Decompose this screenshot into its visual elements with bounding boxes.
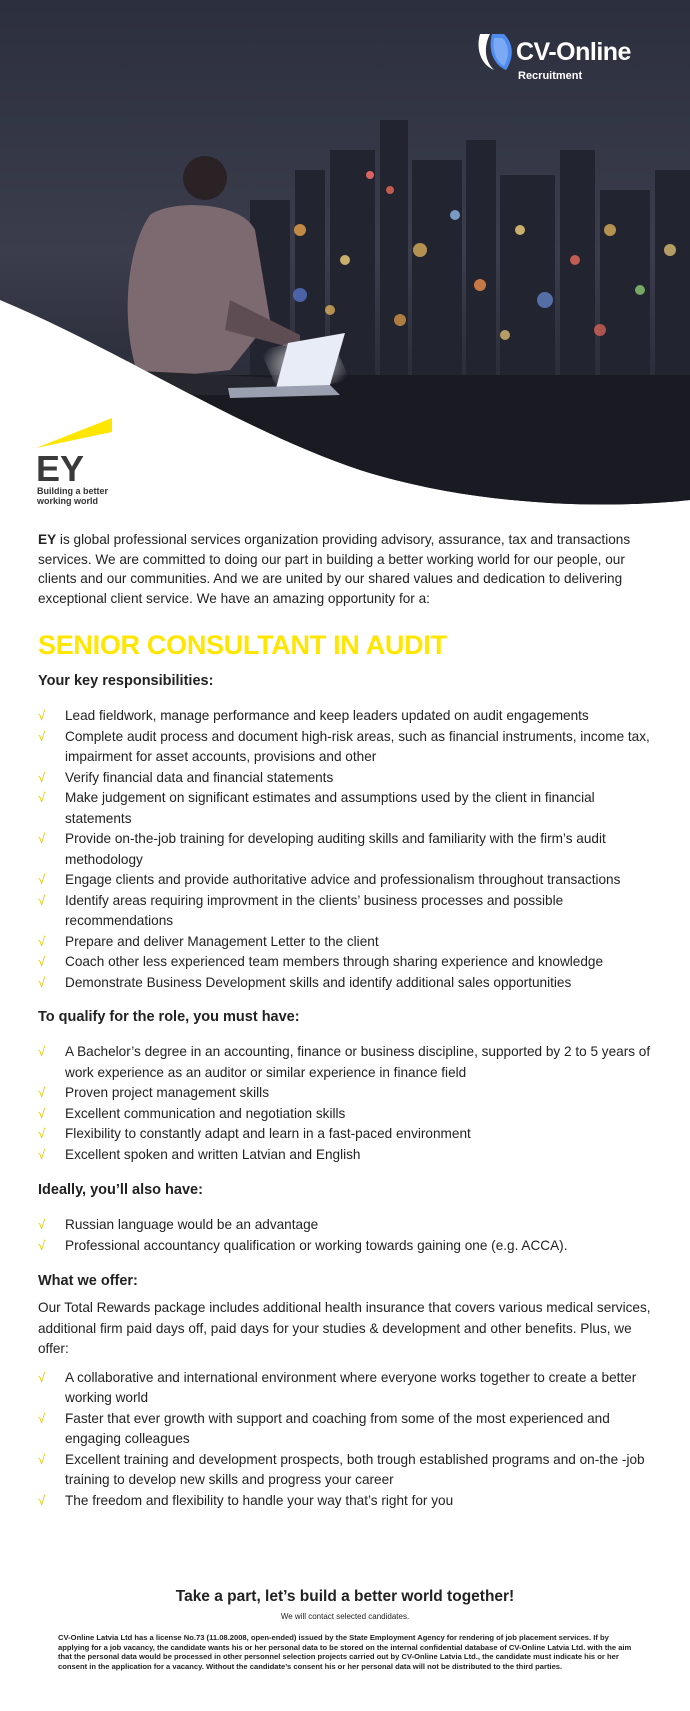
check-icon: √ xyxy=(38,1492,46,1508)
qualifications-list xyxy=(38,1042,656,1165)
list-item xyxy=(38,727,656,768)
list-item xyxy=(38,768,656,789)
list-item xyxy=(38,1145,656,1166)
offer-list xyxy=(38,1368,656,1512)
check-icon: √ xyxy=(38,831,46,846)
list-item-text: A collaborative and international environment where everyone works together to create a better working world xyxy=(65,1369,637,1405)
list-item-text: Verify financial data and financial statements xyxy=(65,769,334,785)
closing-contact-note: We will contact selected candidates. xyxy=(280,1612,410,1621)
list-item xyxy=(38,952,656,973)
list-item-text: Flexibility to constantly adapt and learn in a fast-paced environment xyxy=(65,1126,471,1141)
list-item xyxy=(38,870,656,891)
list-item-text: Complete audit process and document high-risk areas, such as financial instruments, income tax, impairment for asset accounts, provisions and other xyxy=(65,728,650,764)
check-icon: √ xyxy=(38,872,46,887)
list-item-text: Coach other less experienced team members through sharing experience and knowledge xyxy=(65,954,604,969)
check-icon: √ xyxy=(38,728,46,744)
list-item xyxy=(38,1368,656,1409)
check-icon: √ xyxy=(38,933,46,949)
check-icon: √ xyxy=(38,1451,46,1467)
ey-beam-icon xyxy=(36,418,112,448)
list-item-text: The freedom and flexibility to handle your way that’s right for you xyxy=(65,1492,454,1508)
list-item xyxy=(38,932,656,953)
legal-disclaimer: CV-Online Latvia Ltd has a license No.73 (11.08.2008, open-ended) issued by the State Employment Agency for rendering of job placement services. If by applying for a job vacancy, the candidate wants his or her personal data to be stored on the internal confidential database of CV-Online Latvia Ltd. with the aim that the personal data would be processed in other personnel selection projects carried out by CV-Online Latvia Ltd., the candidate must indicate his or her consent in the application for a vacancy. Without the candidate’s consent his or her personal data will not be distributed to the third parties. xyxy=(58,1633,632,1671)
intro-company: EY xyxy=(38,532,57,547)
responsibilities-list xyxy=(38,706,656,993)
list-item-text: Demonstrate Business Development skills and identify additional sales opportunities xyxy=(65,974,572,990)
ey-logo-mark xyxy=(36,418,116,486)
ey-logo xyxy=(36,418,136,508)
ey-logo-letters: EY xyxy=(36,448,85,486)
check-icon: √ xyxy=(38,1369,46,1385)
list-item xyxy=(38,706,656,727)
list-item xyxy=(38,1236,656,1257)
check-icon: √ xyxy=(38,1410,46,1426)
check-icon: √ xyxy=(38,1126,46,1141)
list-item xyxy=(38,1042,656,1083)
list-item xyxy=(38,891,656,932)
job-content xyxy=(38,530,656,1511)
list-item xyxy=(38,1104,656,1125)
list-item-text: Prepare and deliver Management Letter to the client xyxy=(65,933,379,949)
check-icon: √ xyxy=(38,1217,46,1232)
qualifications-heading: To qualify for the role, you must have: xyxy=(38,1009,300,1025)
ideal-list xyxy=(38,1215,656,1256)
list-item xyxy=(38,1124,656,1145)
list-item-text: Identify areas requiring improvment in the clients’ business processes and possible recommendations xyxy=(65,892,564,928)
check-icon: √ xyxy=(38,769,46,785)
list-item-text: Make judgement on significant estimates and assumptions used by the client in financial statements xyxy=(65,790,595,826)
list-item-text: Professional accountancy qualification or working towards gaining one (e.g. ACCA). xyxy=(65,1237,568,1253)
ey-tagline: Building a better working world xyxy=(37,486,109,506)
list-item-text: Excellent communication and negotiation skills xyxy=(65,1105,346,1121)
list-item-text: Russian language would be an advantage xyxy=(65,1217,319,1232)
intro-text: is global professional services organization providing advisory, assurance, tax and transactions services. We are committed to doing our part in building a better working world for our people, our clients and our communities. And we are united by our shared values and dedication to delivering exceptional client service. We have an amazing opportunity for a: xyxy=(38,532,631,606)
closing-section xyxy=(0,1588,690,1621)
check-icon: √ xyxy=(38,1146,46,1162)
list-item-text: A Bachelor’s degree in an accounting, finance or business discipline, supported by 2 to 5 years of work experience as an auditor or similar experience in finance field xyxy=(65,1044,651,1080)
list-item-text: Engage clients and provide authoritative advice and professionalism throughout transactions xyxy=(65,872,621,887)
list-item-text: Excellent training and development prospects, both trough established programs and on-the -job training to develop new skills and progress your career xyxy=(65,1451,645,1487)
list-item xyxy=(38,1409,656,1450)
list-item-text: Excellent spoken and written Latvian and English xyxy=(65,1146,361,1162)
intro-paragraph xyxy=(38,530,656,608)
closing-call-to-action: Take a part, let’s build a better world together! xyxy=(175,1588,515,1605)
check-icon: √ xyxy=(38,954,46,969)
ideal-heading: Ideally, you’ll also have: xyxy=(38,1182,203,1198)
list-item xyxy=(38,1215,656,1236)
check-icon: √ xyxy=(38,1105,46,1121)
list-item xyxy=(38,1491,656,1512)
responsibilities-heading: Your key responsibilities: xyxy=(38,673,214,689)
list-item xyxy=(38,788,656,829)
list-item-text: Faster that ever growth with support and coaching from some of the most experienced and engaging colleagues xyxy=(65,1410,610,1446)
cv-online-logo xyxy=(474,28,654,88)
cv-online-brand-subtitle: Recruitment xyxy=(518,70,583,82)
check-icon: √ xyxy=(38,892,46,908)
job-title: SENIOR CONSULTANT IN AUDIT xyxy=(38,630,447,660)
check-icon: √ xyxy=(38,1237,46,1253)
cv-online-logo-mark-icon xyxy=(474,30,514,74)
check-icon: √ xyxy=(38,708,46,723)
list-item xyxy=(38,829,656,870)
list-item xyxy=(38,1450,656,1491)
check-icon: √ xyxy=(38,790,46,805)
list-item xyxy=(38,973,656,994)
check-icon: √ xyxy=(38,1085,46,1100)
list-item-text: Lead fieldwork, manage performance and keep leaders updated on audit engagements xyxy=(65,708,589,723)
offer-heading: What we offer: xyxy=(38,1273,138,1289)
list-item-text: Provide on-the-job training for developing auditing skills and familiarity with the firm’s audit methodology xyxy=(65,831,606,867)
list-item xyxy=(38,1083,656,1104)
offer-paragraph: Our Total Rewards package includes additional health insurance that covers various medical services, additional firm paid days off, paid days for your studies & development and other benefits. Plus, we offer: xyxy=(38,1300,651,1356)
list-item-text: Proven project management skills xyxy=(65,1085,269,1100)
cv-online-brand-name: CV-Online xyxy=(516,38,631,66)
check-icon: √ xyxy=(38,1044,46,1059)
check-icon: √ xyxy=(38,974,46,990)
